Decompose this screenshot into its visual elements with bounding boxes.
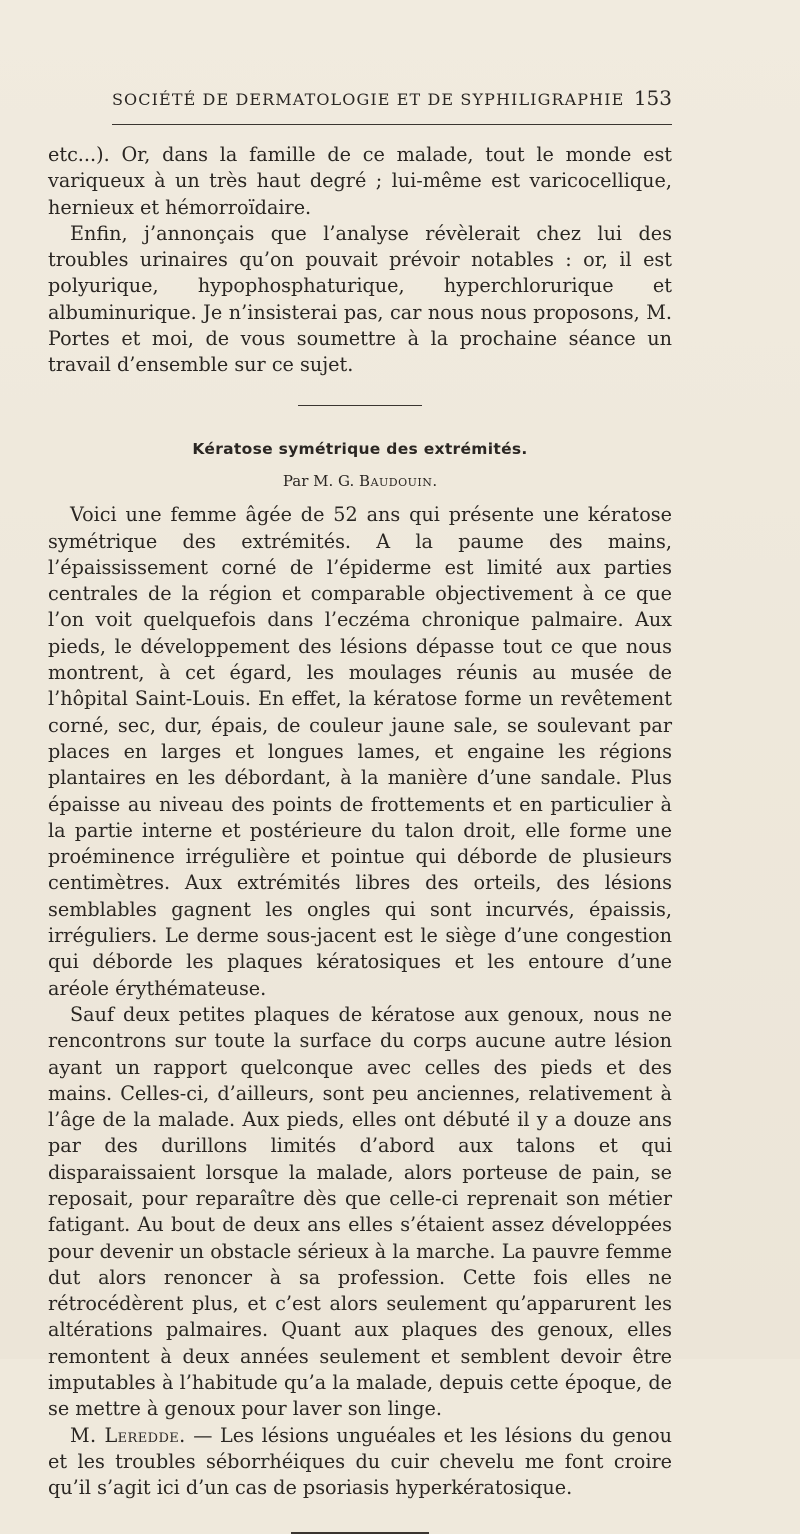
- page-number: 153: [633, 86, 672, 110]
- running-title: SOCIÉTÉ DE DERMATOLOGIE ET DE SYPHILIGRAPHIE: [112, 90, 625, 109]
- byline-prefix: Par M. G.: [282, 471, 355, 490]
- paragraph-continuation: etc...). Or, dans la famille de ce malade, tout le monde est variqueux à un très haut degré ; lui-même est varicocellique, hernieux et hémorroïdaire.: [48, 143, 672, 219]
- paragraph: Enfin, j’annonçais que l’analyse révèlerait chez lui des troubles urinaires qu’on pouvait prévoir notables : or, il est polyurique, hypophosphaturique, hyperchlorurique et albuminurique. Je n’insisterai pas, car nous nous proposons, M. Portes et moi, de vous soumettre à la prochaine séance un travail d’ensemble sur ce sujet.: [48, 221, 672, 377]
- article-byline: Par M. G. Baudouin.: [282, 471, 438, 490]
- byline-author: Baudouin: [359, 471, 433, 490]
- section-divider: [298, 405, 422, 406]
- paragraph: Voici une femme âgée de 52 ans qui présente une kératose symétrique des extrémités. A la paume des mains, l’épaississement corné de l’épiderme est limité aux parties centrales de la région et comparable objectivement à ce que l’on voit quelquefois dans l’eczéma chronique palmaire. Aux pieds, le développement des lésions dépasse tout ce que nous montrent, à cet égard, les moulages réunis au musée de l’hôpital Saint-Louis. En effet, la kératose forme un revêtement corné, sec, dur, épais, de couleur jaune sale, se soulevant par places en larges et longues lames, et engaine les régions plantaires en les débordant, à la manière d’une sandale. Plus épaisse au niveau des points de frottements et en particulier à la partie interne et postérieure du talon droit, elle forme une proéminence irrégulière et pointue qui déborde de plusieurs centimètres. Aux extrémités libres des orteils, des lésions semblables gagnent les ongles qui sont incurvés, épaissis, irréguliers. Le derme sous-jacent est le siège d’une congestion qui déborde les plaques kératosiques et les entoure d’une aréole érythémateuse.: [48, 503, 672, 1000]
- article-title: Kératose symétrique des extrémités.: [192, 439, 528, 458]
- discussion-remark: [48, 1423, 672, 1502]
- page-body: [48, 142, 672, 1534]
- remark-speaker: M. Leredde.: [70, 1423, 186, 1447]
- end-divider: [291, 1532, 429, 1534]
- remark-text: — Les lésions unguéales et les lésions du genou et les troubles séborrhéiques du cuir chevelu me font croire qu’il s’agit ici d’un cas de psoriasis hyperkératosique.: [48, 1423, 672, 1500]
- paragraph: Sauf deux petites plaques de kératose aux genoux, nous ne rencontrons sur toute la surface du corps aucune autre lésion ayant un rapport quelconque avec celles des pieds et des mains. Celles-ci, d’ailleurs, sont peu anciennes, relativement à l’âge de la malade. Aux pieds, elles ont débuté il y a douze ans par des durillons limités d’abord aux talons et qui disparaissaient lorsque la malade, alors porteuse de pain, se reposait, pour reparaître dès que celle-ci reprenait son métier fatigant. Au bout de deux ans elles s’étaient assez développées pour devenir un obstacle sérieux à la marche. La pauvre femme dut alors renoncer à sa profession. Cette fois elles ne rétrocédèrent plus, et c’est alors seulement qu’apparurent les altérations palmaires. Quant aux plaques des genoux, elles remontent à deux années seulement et semblent devoir être imputables à l’habitude qu’a la malade, depuis cette époque, de se mettre à genoux pour laver son linge.: [48, 1002, 672, 1421]
- page-header: [112, 86, 672, 116]
- header-rule: [112, 124, 672, 125]
